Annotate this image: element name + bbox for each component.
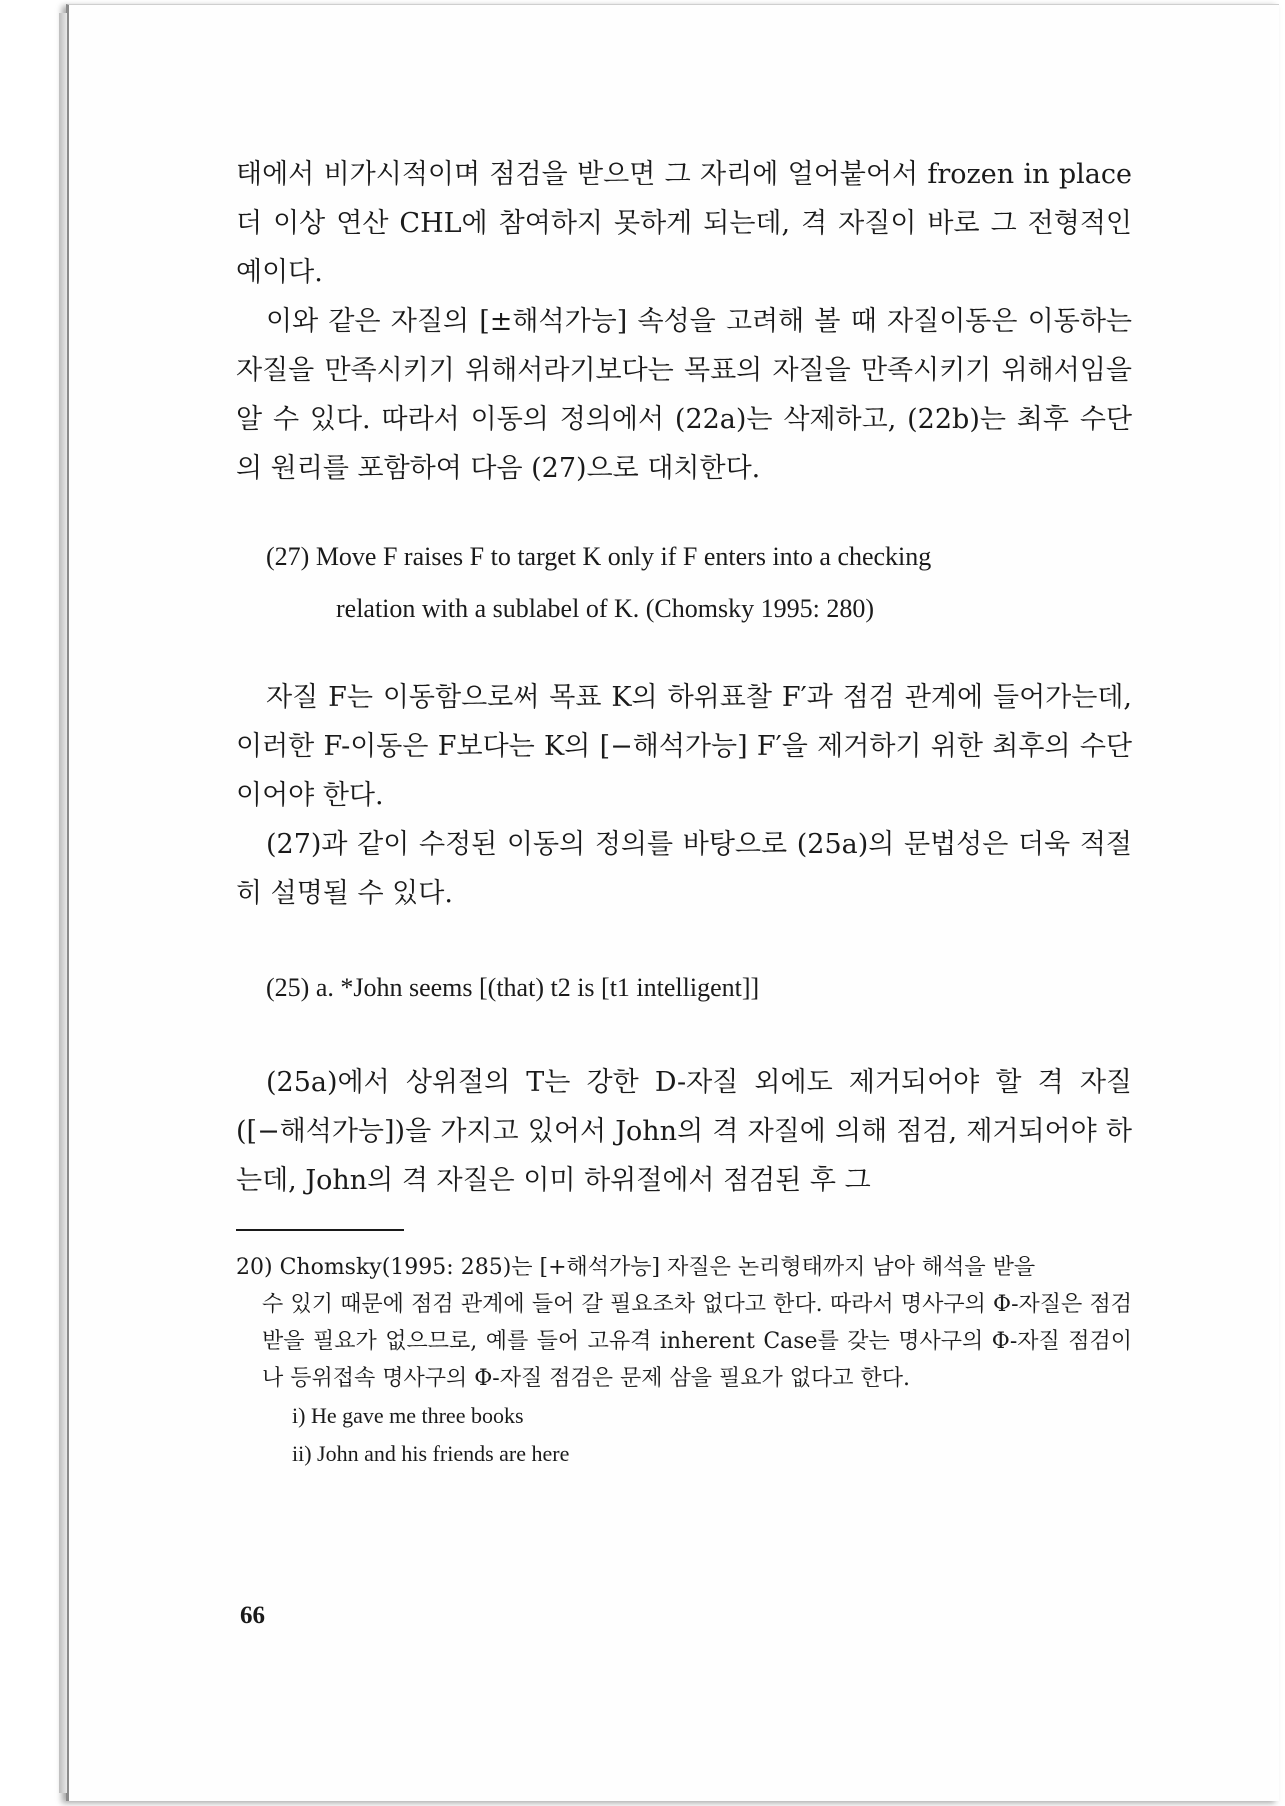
paragraph-2: 이와 같은 자질의 [±해석가능] 속성을 고려해 볼 때 자질이동은 이동하는 자질을 만족시키기 위해서라기보다는 목표의 자질을 만족시키기 위해서임을 알 수 있다. 따라서 이동의 정의에서 (22a)는 삭제하고, (22b)는 최후 수단의 원리를 포함하여 다음 (27)으로 대치한다. <box>236 306 1132 484</box>
footnote-rule <box>236 1229 404 1231</box>
paragraph-4: (27)과 같이 수정된 이동의 정의를 바탕으로 (25a)의 문법성은 더욱 적절히 설명될 수 있다. <box>236 829 1132 909</box>
footnote-20-body: 수 있기 때문에 점검 관계에 들어 갈 필요조차 없다고 한다. 따라서 명사구의 Φ-자질은 점검받을 필요가 없으므로, 예를 들어 고유격 inherent Case를 갖는 명사구의 Φ-자질 점검이나 등위접속 명사구의 Φ-자질 점검은 문제 삼을 필요가 없다고 한다. <box>262 1292 1132 1391</box>
footnote-20-line-1: 20) Chomsky(1995: 285)는 [+해석가능] 자질은 논리형태까지 남아 해석을 받을 <box>236 1255 1036 1280</box>
page-content <box>236 150 1132 1473</box>
paragraph-5: (25a)에서 상위절의 T는 강한 D-자질 외에도 제거되어야 할 격 자질([−해석가능])을 가지고 있어서 John의 격 자질에 의해 점검, 제거되어야 하는데, John의 격 자질은 이미 하위절에서 점검된 후 그 <box>236 1067 1132 1196</box>
footnote-item-2: ii) John and his friends are here <box>292 1441 570 1466</box>
paragraph-3: 자질 F는 이동함으로써 목표 K의 하위표찰 F′과 점검 관계에 들어가는데, 이러한 F-이동은 F보다는 K의 [−해석가능] F′을 제거하기 위한 최후의 수단이어야 한다. <box>236 682 1132 811</box>
footnote-item-1: i) He gave me three books <box>292 1403 524 1428</box>
paragraph-1: 태에서 비가시적이며 점검을 받으면 그 자리에 얼어붙어서 frozen in place 더 이상 연산 CHL에 참여하지 못하게 되는데, 격 자질이 바로 그 전형적인 예이다. <box>236 159 1132 288</box>
example-27-line-1: (27) Move F raises F to target K only if F enters into a checking <box>266 542 932 571</box>
page-number: 66 <box>240 1602 265 1629</box>
example-25: (25) a. *John seems [(that) t2 is [t1 intelligent]] <box>266 973 760 1002</box>
example-27-line-2: relation with a sublabel of K. (Chomsky 1995: 280) <box>336 594 874 623</box>
